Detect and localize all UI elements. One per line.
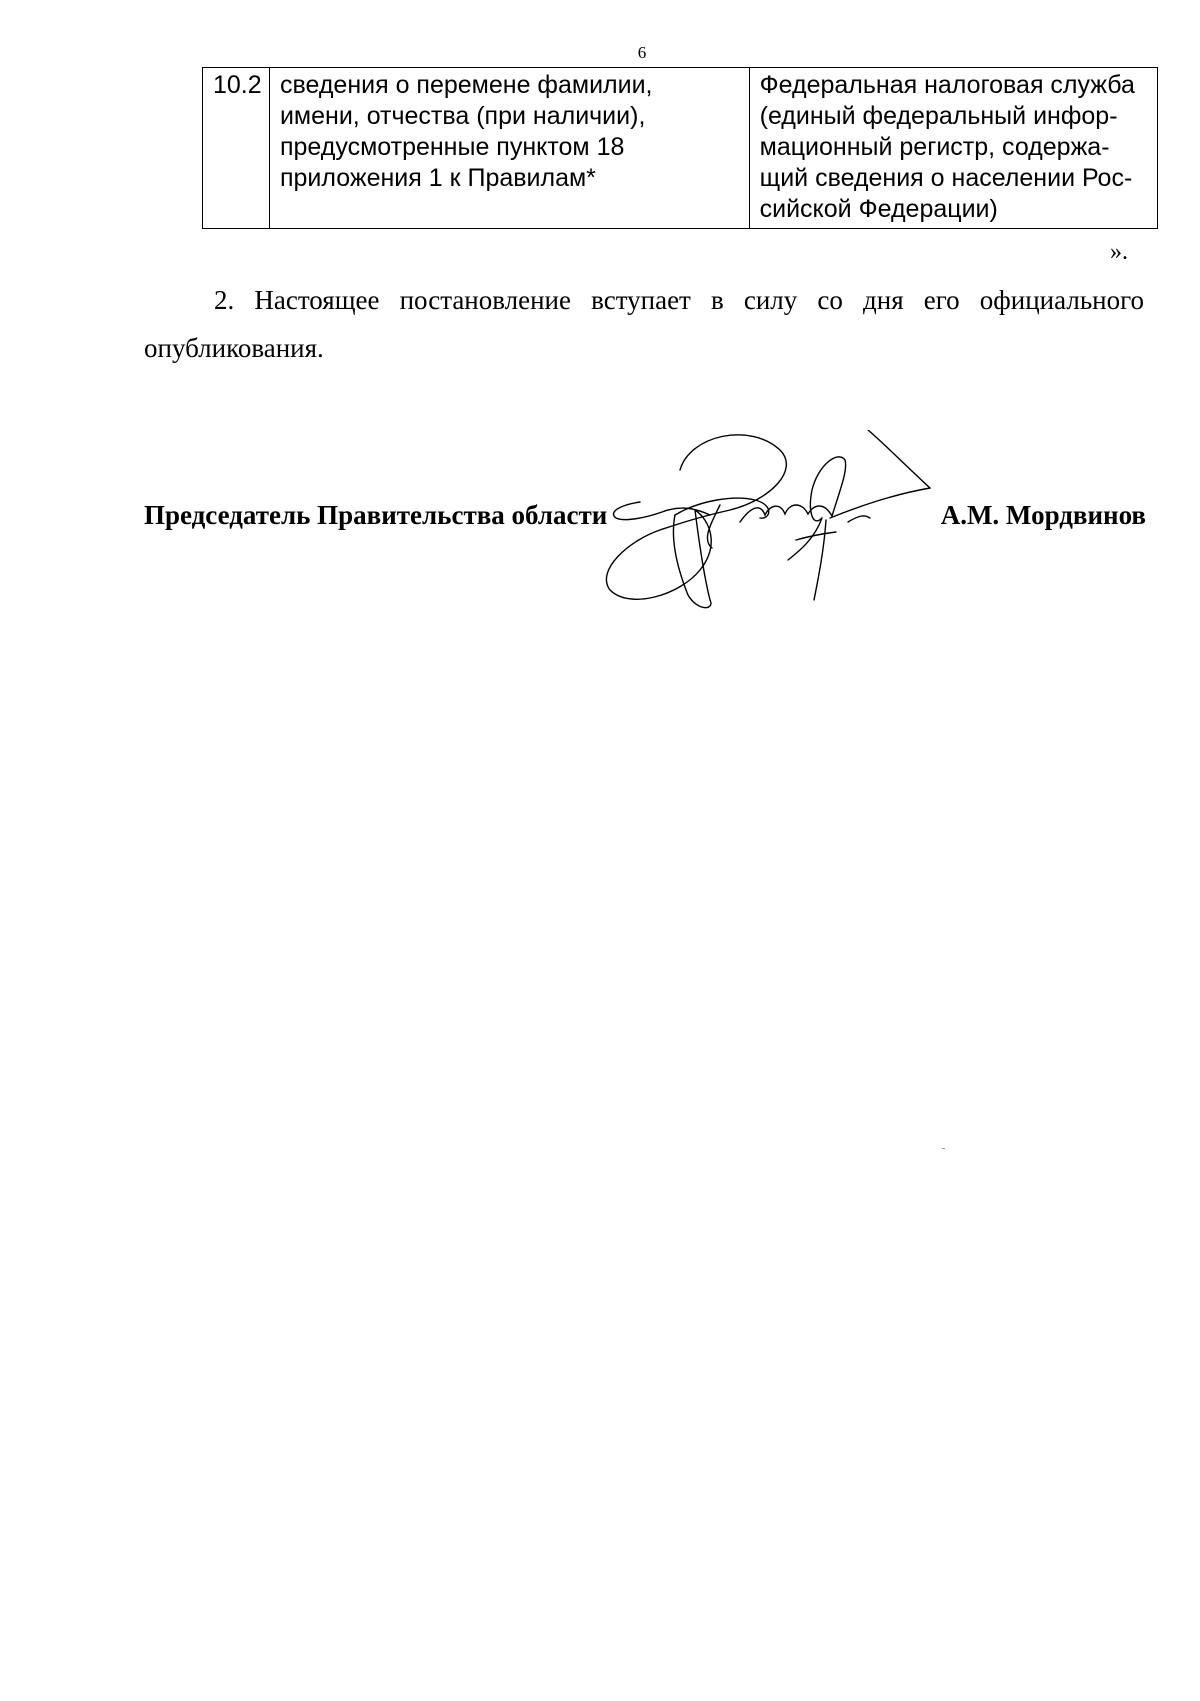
description-line: имени, отчества (при наличии),	[279, 102, 646, 130]
source-line: щий сведения о населении Рос-	[759, 164, 1133, 192]
handwritten-signature	[600, 430, 960, 630]
page-number: 6	[637, 43, 647, 62]
paragraph-line: опубликования.	[144, 333, 324, 363]
description-line: приложения 1 к Правилам*	[279, 164, 596, 192]
description-line: предусмотренные пунктом 18	[279, 133, 625, 161]
signatory-name: А.М. Мордвинов	[940, 500, 1146, 530]
source-line: сийской Федерации)	[759, 195, 998, 223]
row-number: 10.2	[213, 71, 262, 99]
paragraph-line: 2. Настоящее постановление вступает в силу со дня его официального	[214, 285, 1144, 315]
paragraph-effective-date	[144, 276, 1144, 372]
description-line: сведения о перемене фамилии,	[279, 71, 653, 99]
row-number-cell	[203, 68, 270, 229]
source-line: мационный регистр, содержа-	[759, 133, 1110, 161]
source-cell	[749, 68, 1157, 229]
signatory-title: Председатель Правительства области	[144, 500, 608, 530]
scan-speck	[942, 1148, 945, 1149]
description-cell	[269, 68, 749, 229]
data-table	[202, 67, 1158, 229]
source-line: Федеральная налоговая служба	[759, 71, 1135, 99]
source-line: (единый федеральный инфор-	[759, 102, 1118, 130]
table-row	[203, 68, 1158, 229]
closing-quote: ».	[1110, 239, 1128, 265]
